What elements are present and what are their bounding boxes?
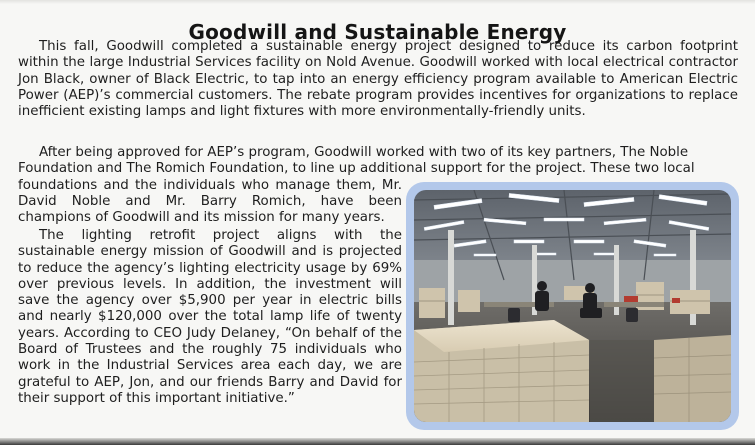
scan-bottom-edge bbox=[0, 438, 755, 445]
paragraph-2-line-5: champions of Goodwill and its mission for many years. bbox=[18, 210, 385, 226]
photo-frame bbox=[406, 182, 739, 430]
paragraph-2-line-1: After being approved for AEP’s program, Goodwill worked with two of its key partners, The Noble bbox=[39, 145, 689, 160]
article-title: Goodwill and Sustainable Energy bbox=[188, 20, 567, 45]
warehouse-photo bbox=[414, 190, 731, 422]
paragraph-3: The lighting retrofit project aligns with the sustainable energy mission of Goodwill and is projected to reduce the agency’s lighting electricity usage by 69% over previous levels. In addition, the investment will save the agency over $5,900 per year in electric bills and nearly $120,000 over the total lamp life of twenty years. According to CEO Judy Delaney, “On behalf of the Board of Trustees and the roughly 75 individuals who work in the Industrial Services area each day, we are grateful to AEP, Jon, and our friends Barry and David for their support of this important initiative.” bbox=[18, 228, 402, 406]
paragraph-2-line-3: foundations and the individuals who manage them, Mr. bbox=[18, 177, 402, 193]
paragraph-2-line-4: David Noble and Mr. Barry Romich, have been bbox=[18, 193, 402, 209]
paragraph-1: This fall, Goodwill completed a sustainable energy project designed to reduce its carbon footprint within the large Industrial Services facility on Nold Avenue. Goodwill worked with local electrical contractor Jon Black, owner of Black Electric, to tap into an energy efficiency program available to American Electric Power (AEP)’s commercial customers. The rebate program provides incentives for organizations to replace inefficient existing lamps and light fixtures with more environmentally-friendly units. bbox=[18, 39, 738, 120]
paragraph-2-line-2: Foundation and The Romich Foundation, to line up additional support for the project. These two local bbox=[18, 161, 695, 177]
scan-top-edge bbox=[0, 0, 755, 4]
